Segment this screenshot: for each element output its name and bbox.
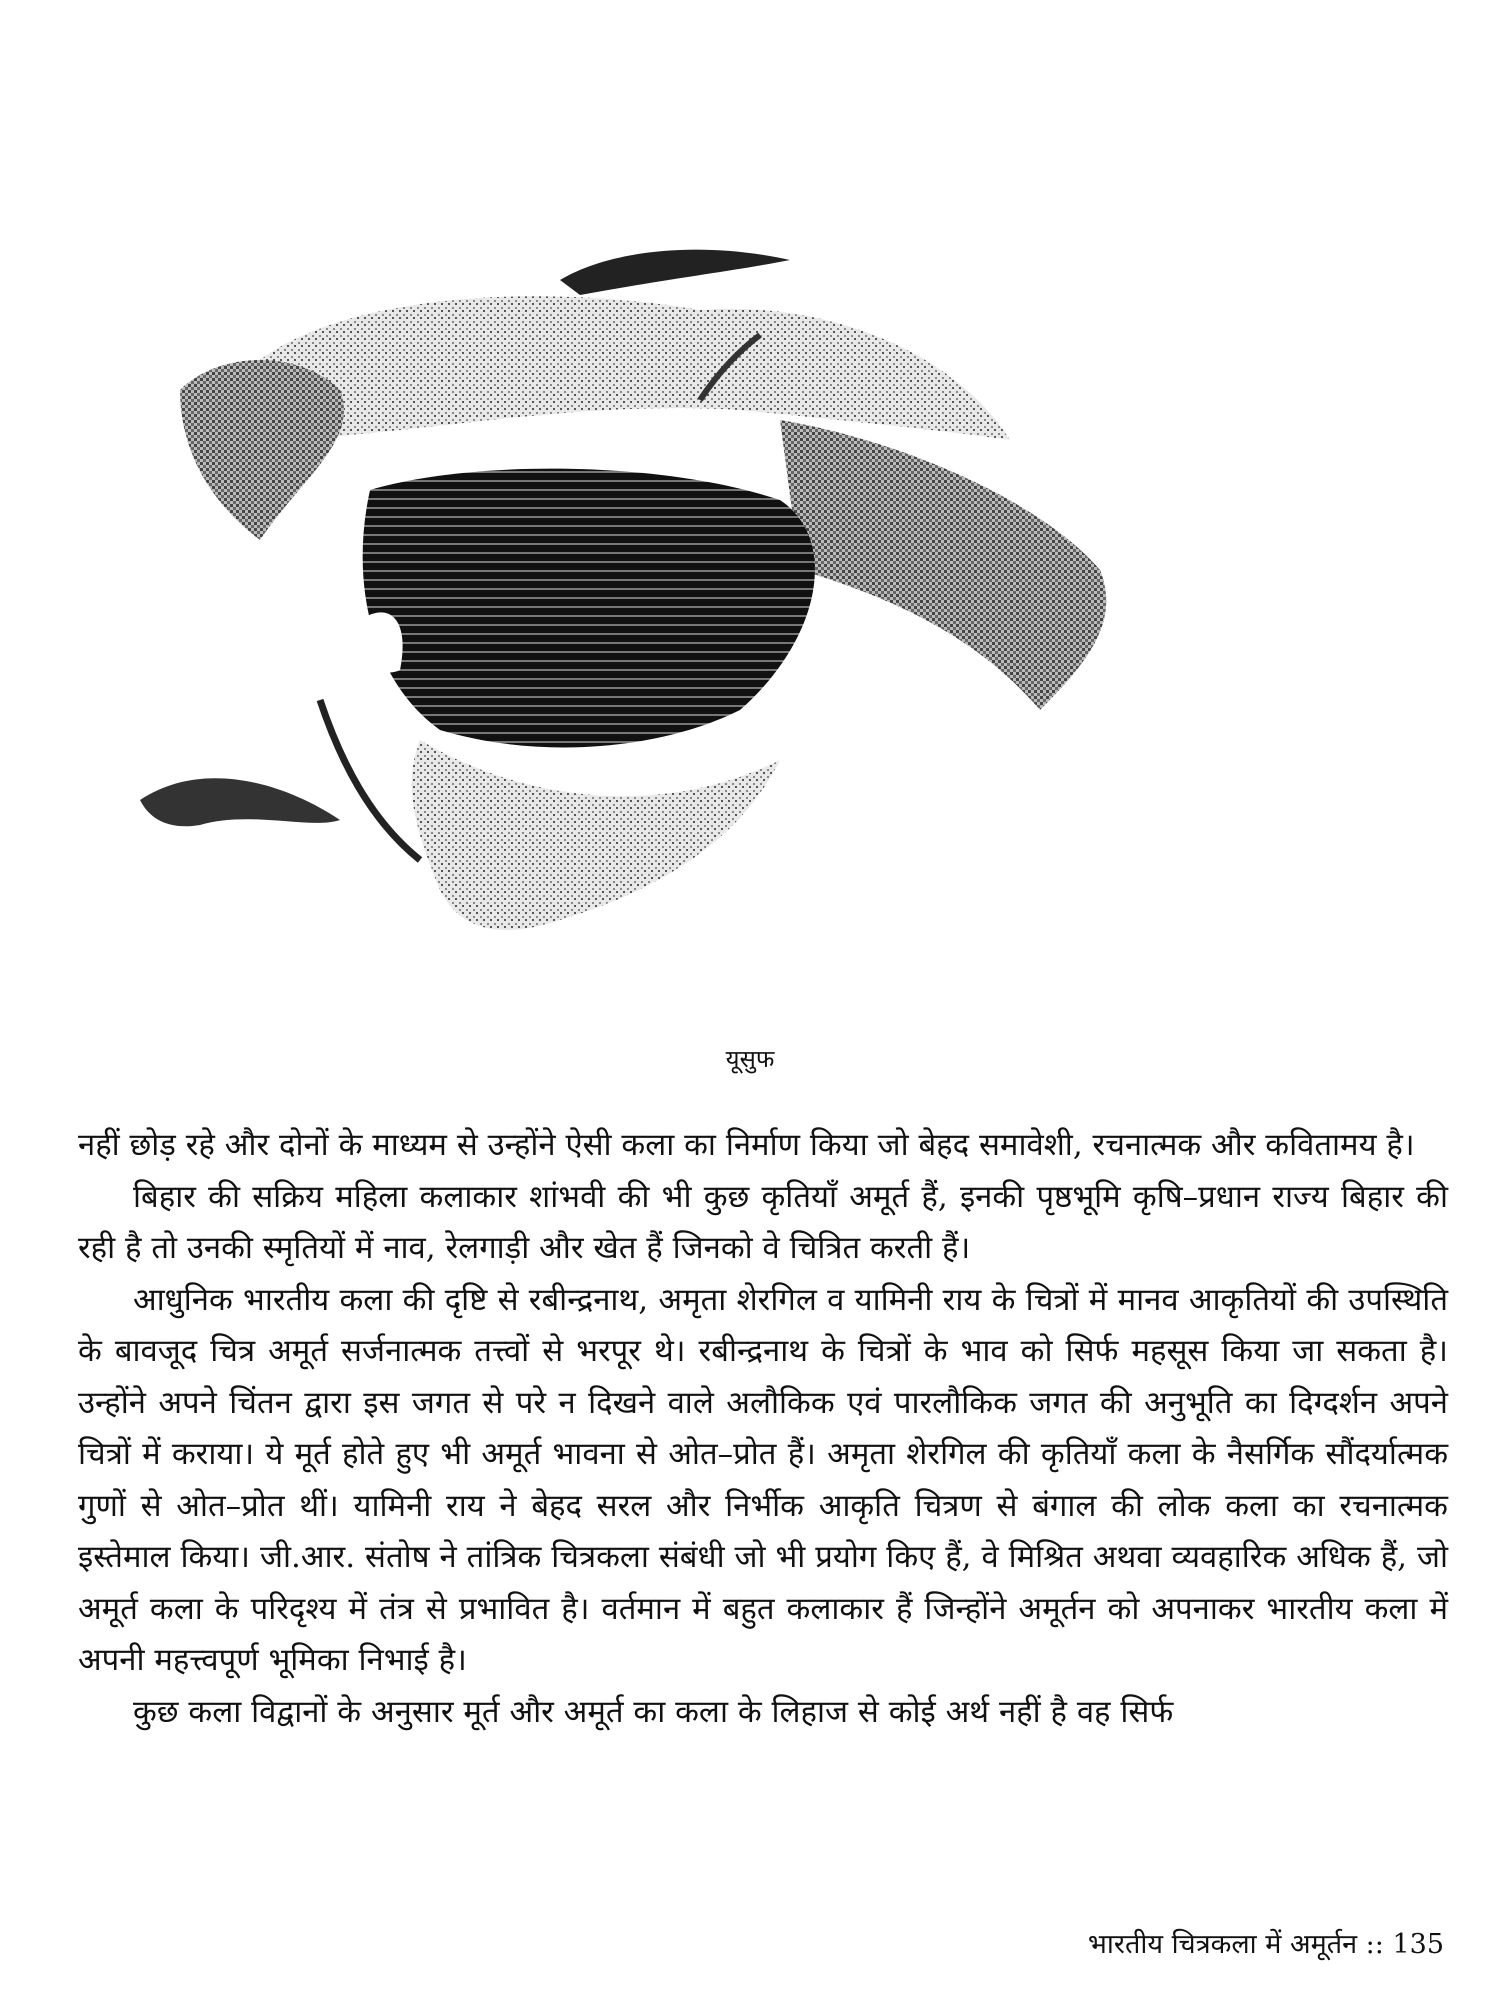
abstract-painting-image [140, 240, 1280, 1000]
paragraph: नहीं छोड़ रहे और दोनों के माध्यम से उन्होंने ऐसी कला का निर्माण किया जो बेहद समावेशी, रचनात्मक और कवितामय है। [78, 1127, 1415, 1163]
body-text [78, 1120, 1448, 1738]
page-footer: भारतीय चित्रकला में अमूर्तन :: 135 [1087, 1929, 1444, 1960]
paragraph: बिहार की सक्रिय महिला कलाकार शांभवी की भी कुछ कृतियाँ अमूर्त हैं, इनकी पृष्ठभूमि कृषि–प्रधान राज्य बिहार की रही है तो उनकी स्मृतियों में नाव, रेलगाड़ी और खेत हैं जिनको वे चित्रित करती हैं। [78, 1178, 1448, 1266]
paragraph: आधुनिक भारतीय कला की दृष्टि से रबीन्द्रनाथ, अमृता शेरगिल व यामिनी राय के चित्रों में मानव आकृतियों की उपस्थिति के बावजूद चित्र अमूर्त सर्जनात्मक तत्त्वों से भरपूर थे। रबीन्द्रनाथ के चित्रों के भाव को सिर्फ महसूस किया जा सकता है। उन्होंने अपने चिंतन द्वारा इस जगत से परे न दिखने वाले अलौकिक एवं पारलौकिक जगत की अनुभूति का दिग्दर्शन अपने चित्रों में कराया। ये मूर्त होते हुए भी अमूर्त भावना से ओत–प्रोत हैं। अमृता शेरगिल की कृतियाँ कला के नैसर्गिक सौंदर्यात्मक गुणों से ओत–प्रोत थीं। यामिनी राय ने बेहद सरल और निर्भीक आकृति चित्रण से बंगाल की लोक कला का रचनात्मक इस्तेमाल किया। जी.आर. संतोष ने तांत्रिक चित्रकला संबंधी जो भी प्रयोग किए हैं, वे मिश्रित अथवा व्यवहारिक अधिक हैं, जो अमूर्त कला के परिदृश्य में तंत्र से प्रभावित है। वर्तमान में बहुत कलाकार हैं जिन्होंने अमूर्तन को अपनाकर भारतीय कला में अपनी महत्त्वपूर्ण भूमिका निभाई है। [78, 1281, 1448, 1678]
figure-caption: यूसुफ [725, 1045, 775, 1073]
paragraph: कुछ कला विद्वानों के अनुसार मूर्त और अमूर्त का कला के लिहाज से कोई अर्थ नहीं है वह सिर्फ [133, 1693, 1174, 1730]
artwork-figure [140, 240, 1280, 1000]
